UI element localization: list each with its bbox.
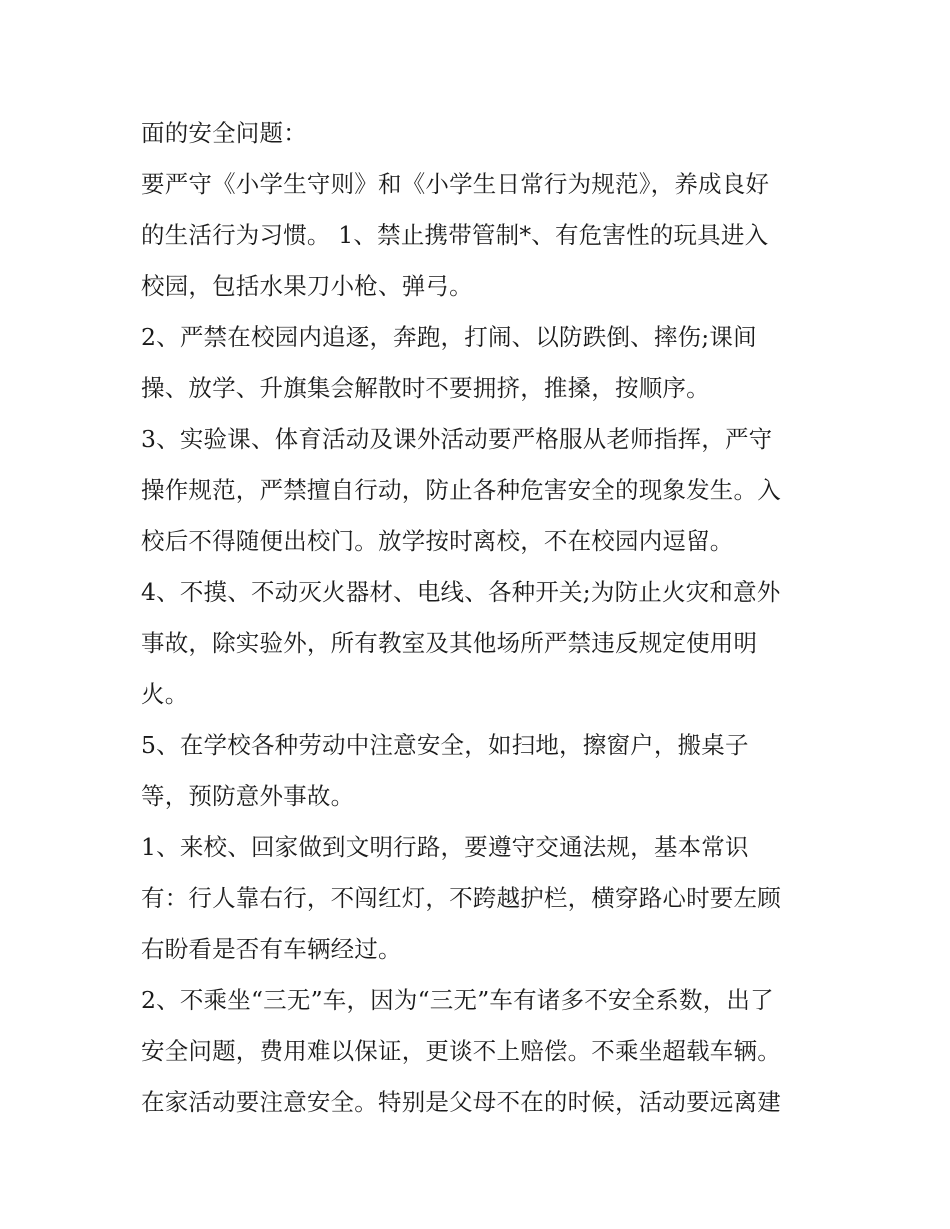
text-line: 事故，除实验外，所有教室及其他场所严禁违反规定使用明 [141,629,758,657]
document-body [141,108,813,1128]
text-line: 4、不摸、不动灭火器材、电线、各种开关;为防止火灾和意外 [141,578,781,606]
text-line: 的生活行为习惯。 1、禁止携带管制*、有危害性的玩具进入 [141,221,769,249]
text-line: 右盼看是否有车辆经过。 [141,935,402,963]
text-line: 在家活动要注意安全。特别是父母不在的时候，活动要远离建 [141,1088,781,1116]
text-line: 2、不乘坐“三无”车，因为“三无”车有诸多不安全系数，出了 [141,986,774,1014]
text-line: 校后不得随便出校门。放学按时离校，不在校园内逗留。 [141,527,734,555]
text-line: 等，预防意外事故。 [141,782,355,810]
text-line: 安全问题，费用难以保证，更谈不上赔偿。不乘坐超载车辆。 [141,1037,781,1065]
text-line: 操作规范，严禁擅自行动，防止各种危害安全的现象发生。入 [141,476,781,504]
text-line: 火。 [141,680,189,708]
text-line: 校园，包括水果刀小枪、弹弓。 [141,272,473,300]
text-line: 2、严禁在校园内追逐，奔跑，打闹、以防跌倒、摔伤;课间 [141,323,757,351]
text-line: 面的安全问题： [141,119,307,147]
text-line: 要严守《小学生守则》和《小学生日常行为规范》，养成良好 [141,170,770,198]
text-line: 3、实验课、体育活动及课外活动要严格服从老师指挥，严守 [141,425,773,453]
text-line: 1、来校、回家做到文明行路，要遵守交通法规，基本常识 [141,833,749,861]
text-line: 操、放学、升旗集会解散时不要拥挤，推搡，按顺序。 [141,374,710,402]
text-line: 5、在学校各种劳动中注意安全，如扫地，擦窗户，搬桌子 [141,731,749,759]
text-line: 有：行人靠右行，不闯红灯，不跨越护栏，横穿路心时要左顾 [141,884,781,912]
